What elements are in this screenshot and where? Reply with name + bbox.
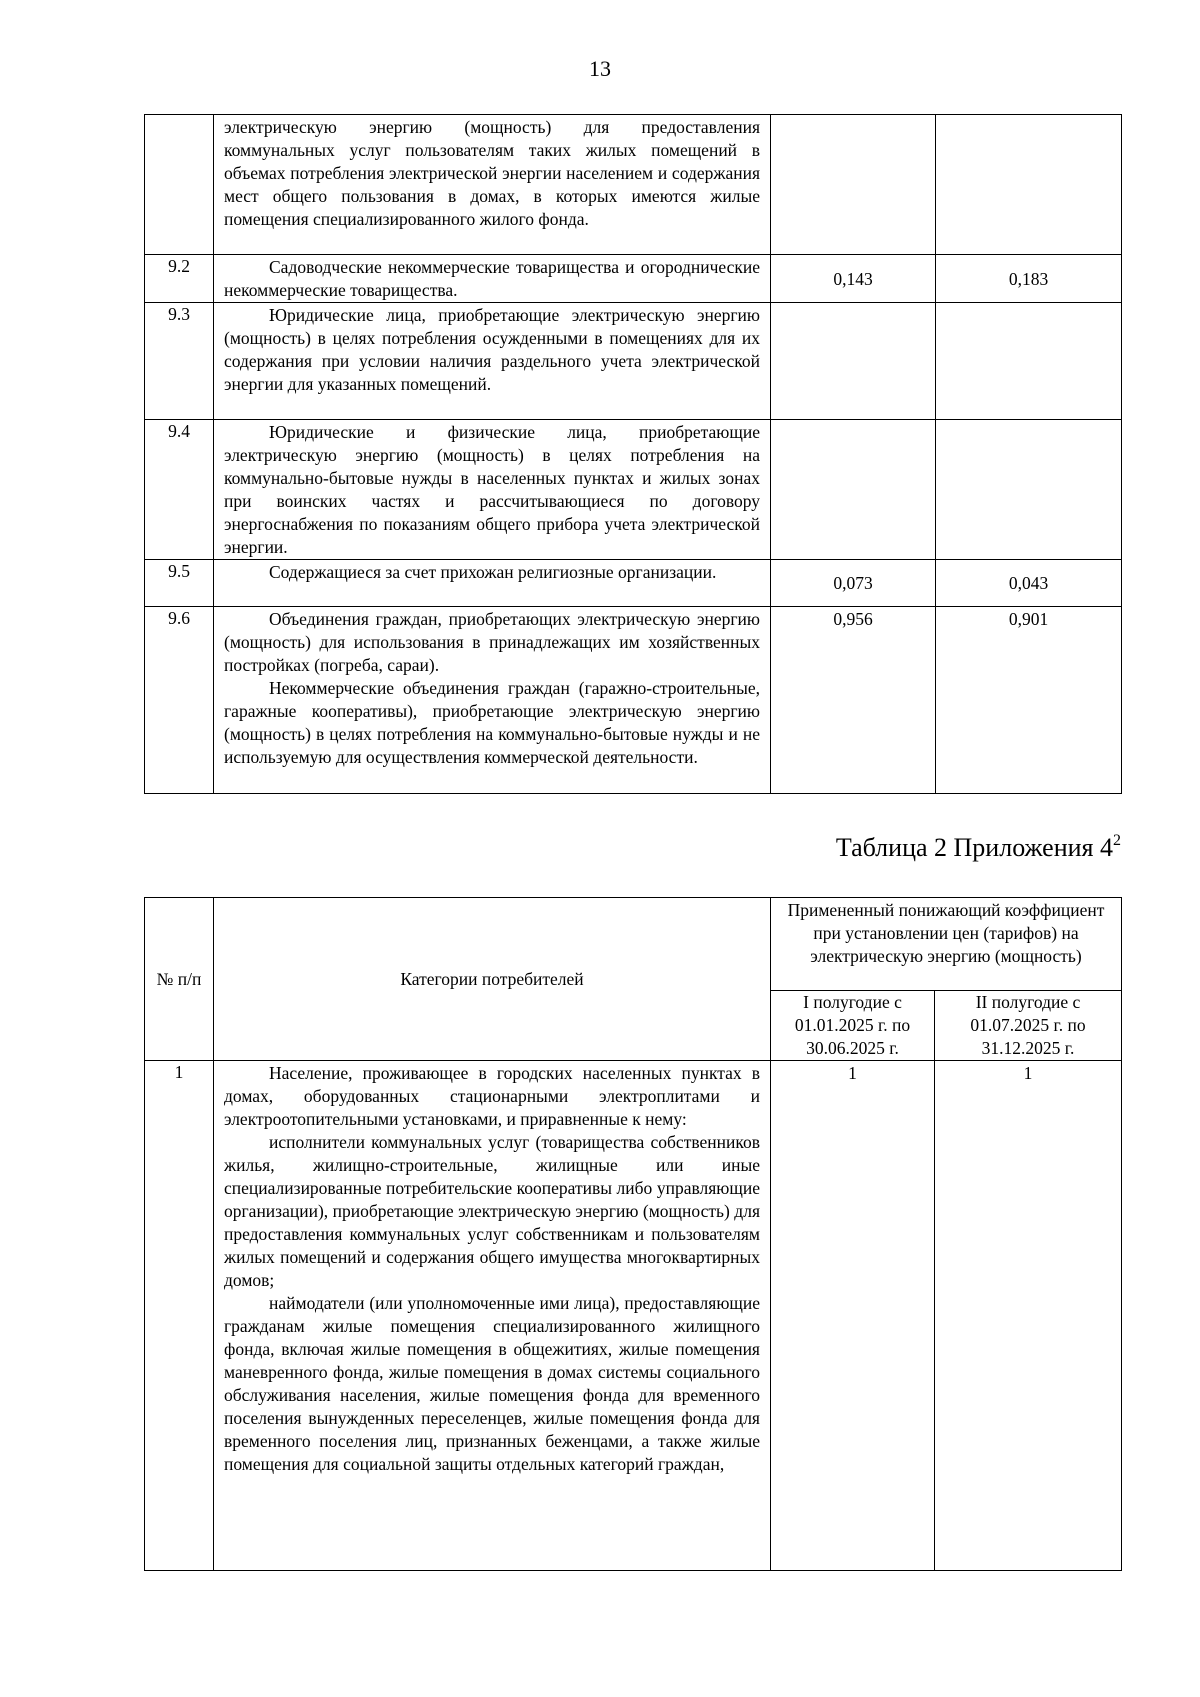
table-2-caption xyxy=(836,833,1121,863)
header-category: Категории потребителей xyxy=(214,898,771,1061)
caption-text: Таблица 2 Приложения 4 xyxy=(835,833,1113,862)
coefficient-half-1: 0,143 xyxy=(771,255,936,303)
table-row xyxy=(145,560,1122,607)
category-paragraph: Садоводческие некоммерческие товарищества и огороднические некоммерческие товарищества. xyxy=(224,257,760,300)
row-number: 9.4 xyxy=(145,420,214,560)
table-row xyxy=(145,420,1122,560)
category-paragraph: Юридические лица, приобретающие электрическую энергию (мощность) в целях потребления осужденными в помещениях для их содержания при условии наличия раздельного учета электрической энергии для указанных помещений. xyxy=(224,305,760,394)
row-category xyxy=(214,420,771,560)
category-paragraph: Некоммерческие объединения граждан (гаражно-строительные, гаражные кооперативы), приобретающие электрическую энергию (мощность) в целях потребления на коммунально-бытовые нужды и не используемую для осуществления коммерческой деятельности. xyxy=(224,678,760,767)
coefficient-half-1: 0,073 xyxy=(771,560,936,607)
table-2-header-row xyxy=(145,898,1122,991)
coefficient-half-1 xyxy=(771,115,936,255)
row-category xyxy=(214,1061,771,1571)
header-num: № п/п xyxy=(145,898,214,1061)
row-category xyxy=(214,560,771,607)
row-number xyxy=(145,115,214,255)
table-row xyxy=(145,607,1122,794)
coefficient-half-2: 0,043 xyxy=(936,560,1122,607)
page-number: 13 xyxy=(589,56,611,81)
row-number: 9.3 xyxy=(145,303,214,420)
coefficient-half-2 xyxy=(936,420,1122,560)
row-category xyxy=(214,303,771,420)
caption-superscript: 2 xyxy=(1113,832,1121,849)
category-paragraph: Юридические и физические лица, приобретающие электрическую энергию (мощность) в целях потребления на коммунально-бытовые нужды в населенных пунктах и жилых зонах при воинских частях и рассчитывающиеся по договору энергоснабжения по показаниям общего прибора учета электрической энергии. xyxy=(224,422,760,557)
table-row xyxy=(145,303,1122,420)
header-half-1: I полугодие с 01.01.2025 г. по 30.06.2025 г. xyxy=(771,991,935,1061)
table-row xyxy=(145,255,1122,303)
row-category xyxy=(214,255,771,303)
coefficient-half-2: 0,901 xyxy=(936,607,1122,794)
table-row xyxy=(145,115,1122,255)
coefficient-half-1: 1 xyxy=(771,1061,935,1571)
category-paragraph: Содержащиеся за счет прихожан религиозные организации. xyxy=(269,562,717,582)
coefficient-half-2 xyxy=(936,303,1122,420)
row-number: 9.5 xyxy=(145,560,214,607)
category-paragraph: Объединения граждан, приобретающих электрическую энергию (мощность) для использования в принадлежащих им хозяйственных постройках (погреба, сараи). xyxy=(224,609,760,675)
row-number: 9.6 xyxy=(145,607,214,794)
category-paragraph: наймодатели (или уполномоченные ими лица), предоставляющие гражданам жилые помещения специализированного жилищного фонда, включая жилые помещения в общежитиях, жилые помещения маневренного фонда, жилые помещения в домах системы социального обслуживания населения, жилые помещения фонда для временного поселения вынужденных переселенцев, жилые помещения фонда для временного поселения лиц, признанных беженцами, а также жилые помещения для социальной защиты отдельных категорий граждан, xyxy=(224,1293,760,1474)
table-1 xyxy=(144,114,1122,794)
coefficient-half-1 xyxy=(771,420,936,560)
coefficient-half-2: 1 xyxy=(935,1061,1122,1571)
table-2 xyxy=(144,897,1122,1571)
coefficient-half-2: 0,183 xyxy=(936,255,1122,303)
header-coefficient: Примененный понижающий коэффициент при установлении цен (тарифов) на электрическую энергию (мощность) xyxy=(771,898,1122,991)
coefficient-half-1: 0,956 xyxy=(771,607,936,794)
row-category xyxy=(214,607,771,794)
row-category xyxy=(214,115,771,255)
category-paragraph: исполнители коммунальных услуг (товарищества собственников жилья, жилищно-строительные, жилищные или иные специализированные потребительские кооперативы либо управляющие организации), приобретающие электрическую энергию (мощность) для предоставления коммунальных услуг собственникам и пользователям жилых помещений и содержания общего имущества многоквартирных домов; xyxy=(224,1132,760,1290)
row-number: 9.2 xyxy=(145,255,214,303)
header-half-2: II полугодие с 01.07.2025 г. по 31.12.2025 г. xyxy=(935,991,1122,1061)
category-paragraph: Население, проживающее в городских населенных пунктах в домах, оборудованных стационарными электроплитами и электроотопительными установками, и приравненные к нему: xyxy=(224,1063,760,1129)
coefficient-half-1 xyxy=(771,303,936,420)
table-row xyxy=(145,1061,1122,1571)
row-number: 1 xyxy=(145,1061,214,1571)
coefficient-half-2 xyxy=(936,115,1122,255)
category-paragraph: электрическую энергию (мощность) для предоставления коммунальных услуг пользователям таких жилых помещений в объемах потребления электрической энергии населением и содержания мест общего пользования в домах, в которых имеются жилые помещения специализированного жилого фонда. xyxy=(224,117,760,229)
